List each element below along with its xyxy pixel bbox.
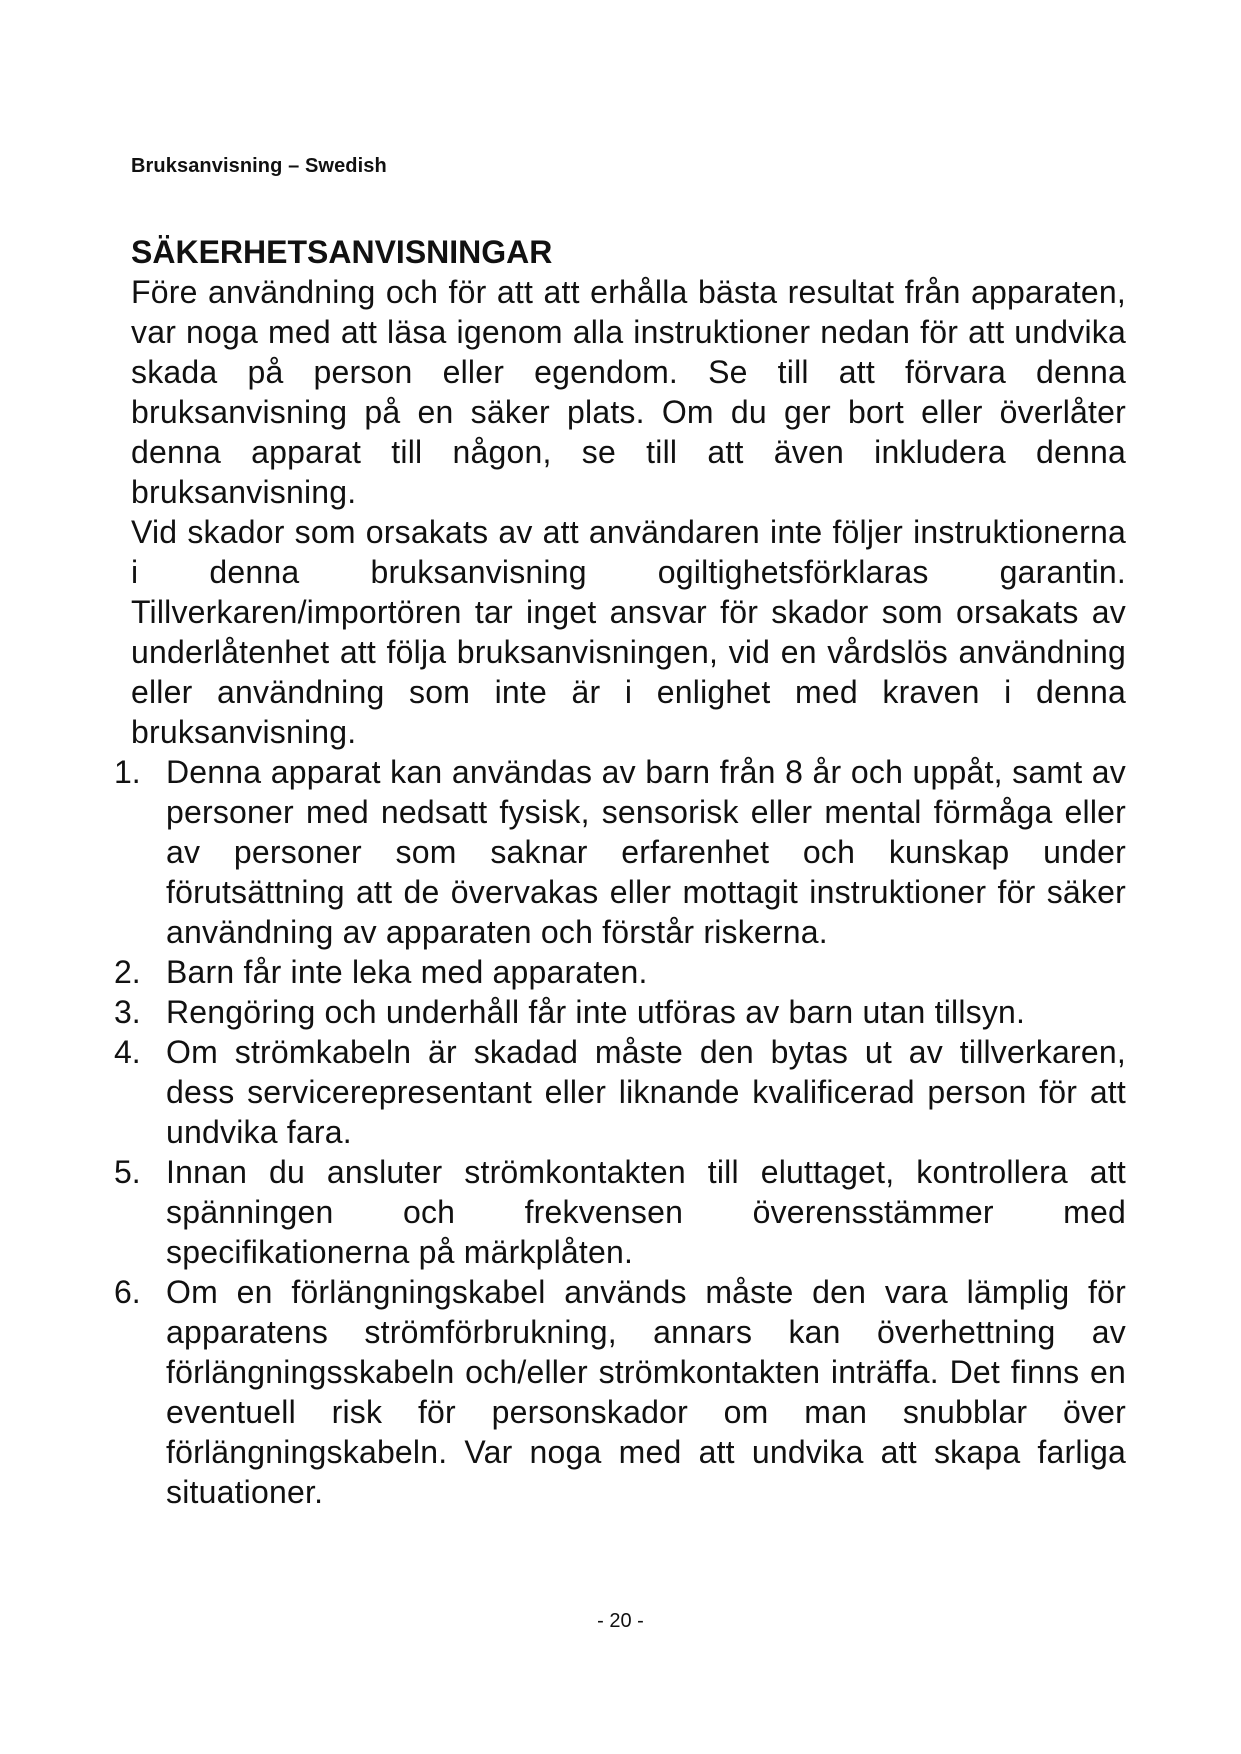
list-item <box>114 1032 1126 1152</box>
page-number: - 20 - <box>597 1610 644 1632</box>
list-item-number: 6. <box>114 1274 141 1310</box>
list-item <box>114 752 1126 952</box>
list-item <box>114 1152 1126 1272</box>
list-item <box>114 992 1126 1032</box>
list-item <box>114 952 1126 992</box>
list-item-number: 1. <box>114 754 141 790</box>
list-item-text: Barn får inte leka med apparaten. <box>166 954 648 990</box>
page-header: Bruksanvisning – Swedish <box>131 155 387 177</box>
intro-paragraph: Före användning och för att att erhålla bästa resultat från apparaten, var noga med att läsa igenom alla instruktioner nedan för att undvika skada på person eller egendom. Se till att förvara denna bruksanvisning på en säker plats. Om du ger bort eller överlåter denna apparat till någon, se till att även inkludera denna bruksanvisning. <box>131 274 1126 510</box>
list-item-number: 4. <box>114 1034 141 1070</box>
warranty-paragraph: Vid skador som orsakats av att användaren inte följer instruktionerna i denna bruksanvisning ogiltighetsförklaras garantin. Tillverkaren/importören tar inget ansvar för skador som orsakats av underlåtenhet att följa bruksanvisningen, vid en vårdslös användning eller användning som inte är i enlighet med kraven i denna bruksanvisning. <box>131 514 1126 750</box>
list-item-text: Om strömkabeln är skadad måste den bytas ut av tillverkaren, dess servicerepresentant eller liknande kvalificerad person för att undvika fara. <box>166 1034 1126 1150</box>
list-item-number: 5. <box>114 1154 141 1190</box>
list-item-text: Rengöring och underhåll får inte utföras av barn utan tillsyn. <box>166 994 1026 1030</box>
section-title: SÄKERHETSANVISNINGAR <box>131 234 553 270</box>
list-item-text: Denna apparat kan användas av barn från 8 år och uppåt, samt av personer med nedsatt fysisk, sensorisk eller mental förmåga eller av personer som saknar erfarenhet och kunskap under förutsättning att de övervakas eller mottagit instruktioner för säker användning av apparaten och förstår riskerna. <box>166 754 1126 950</box>
list-item <box>114 1272 1126 1512</box>
safety-instructions-list <box>114 752 1126 1512</box>
list-item-text: Om en förlängningskabel används måste den vara lämplig för apparatens strömförbrukning, annars kan överhettning av förlängningsskabeln och/eller strömkontakten inträffa. Det finns en eventuell risk för personskador om man snubblar över förlängningskabeln. Var noga med att undvika att skapa farliga situationer. <box>166 1274 1126 1510</box>
safety-section <box>114 232 1126 1512</box>
list-item-number: 3. <box>114 994 141 1030</box>
list-item-text: Innan du ansluter strömkontakten till eluttaget, kontrollera att spänningen och frekvensen överensstämmer med specifikationerna på märkplåten. <box>166 1154 1126 1270</box>
list-item-number: 2. <box>114 954 141 990</box>
